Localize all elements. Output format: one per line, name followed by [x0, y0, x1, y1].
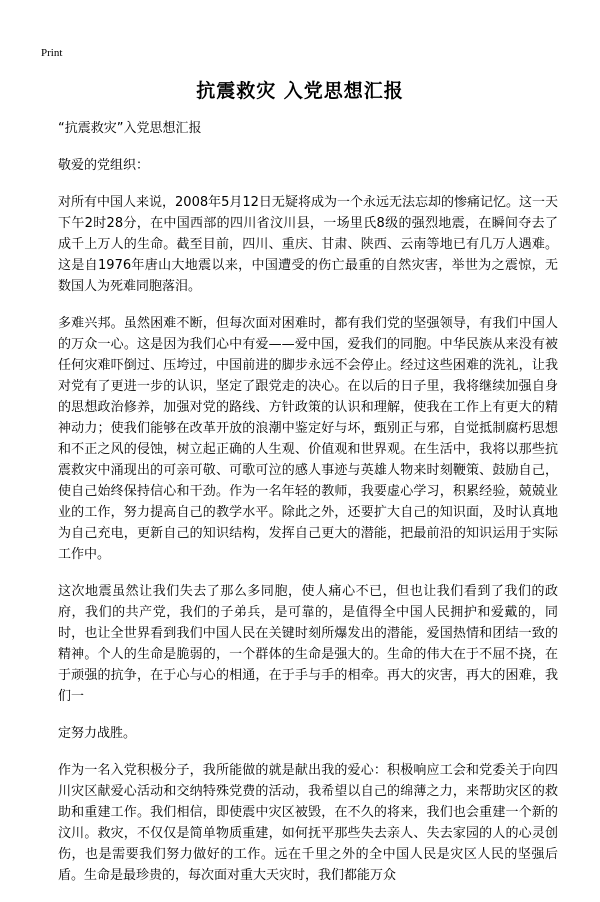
document-title: 抗震救灾 入党思想汇报: [196, 80, 404, 102]
paragraph-2: 多难兴邦。虽然困难不断，但每次面对困难时，都有我们党的坚强领导，有我们中国人的万众一心。这是因为我们心中有爱——爱中国，爱我们的同胞。中华民族从来没有被任何灾难吓倒过、压垮过，中国前进的脚步永远不会停止。经过这些困难的洗礼，让我对党有了更进一步的认识，坚定了跟党走的决心。在以后的日子里，我将继续加强自身的思想政治修养，加强对党的路线、方针政策的认识和理解，使我在工作上有更大的精神动力；使我们能够在改革开放的浪潮中鉴定好与坏，甄别正与邪，自觉抵制腐朽思想和不正之风的侵蚀，树立起正确的人生观、价值观和世界观。在生活中，我将以那些抗震救灾中涌现出的可亲可敬、可歌可泣的感人事迹与英雄人物来时刻鞭策、鼓励自己，使自己始终保持信心和干劲。作为一名年轻的教师，我要虚心学习，积累经验，兢兢业业的工作，努力提高自己的教学水平。除此之外，还要扩大自己的知识面，及时认真地为自己充电，更新自己的知识结构，发挥自己更大的潜能，把最前沿的知识运用于实际工作中。: [58, 316, 558, 562]
paragraph-4: 定努力战胜。: [58, 726, 137, 741]
paragraph-1: 对所有中国人来说，2008年5月12日无疑将成为一个永远无法忘却的惨痛记忆。这一天下午2时28分，在中国西部的四川省汶川县，一场里氏8级的强烈地震，在瞬间夺去了成千上万人的生命。截至目前，四川、重庆、甘肃、陕西、云南等地已有几万人遇难。这是自1976年唐山大地震以来，中国遭受的伤亡最重的自然灾害，举世为之震惊，无数国人为死难同胞落泪。: [58, 195, 558, 294]
paragraph-3: 这次地震虽然让我们失去了那么多同胞，使人痛心不已，但也让我们看到了我们的政府，我们的共产党，我们的子弟兵，是可靠的，是值得全中国人民拥护和爱戴的，同时，也让全世界看到我们中国人民在关键时刻所爆发出的潜能，爱国热情和团结一致的精神。个人的生命是脆弱的，一个群体的生命是强大的。生命的伟大在于不屈不挠，在于顽强的抗争，在于心与心的相通，在于手与手的相牵。再大的灾害，再大的困难，我们一: [58, 584, 558, 704]
document-body: [58, 118, 558, 902]
print-link[interactable]: Print: [41, 47, 63, 59]
paragraph-5: 作为一名入党积极分子，我所能做的就是献出我的爱心：积极响应工会和党委关于向四川灾区献爱心活动和交纳特殊党费的活动，我希望以自己的绵薄之力，来帮助灾区的救助和重建工作。我们相信，即使震中灾区被毁，在不久的将来，我们也会重建一个新的汶川。救灾，不仅仅是简单物质重建，如何抚平那些失去亲人、失去家园的人的心灵创伤，也是需要我们努力做好的工作。远在千里之外的全中国人民是灾区人民的坚强后盾。生命是最珍贵的，每次面对重大天灾时，我们都能万众: [58, 763, 558, 883]
document-subtitle: “抗震救灾”入党思想汇报: [58, 121, 202, 136]
salutation: 敬爱的党组织：: [58, 158, 150, 173]
